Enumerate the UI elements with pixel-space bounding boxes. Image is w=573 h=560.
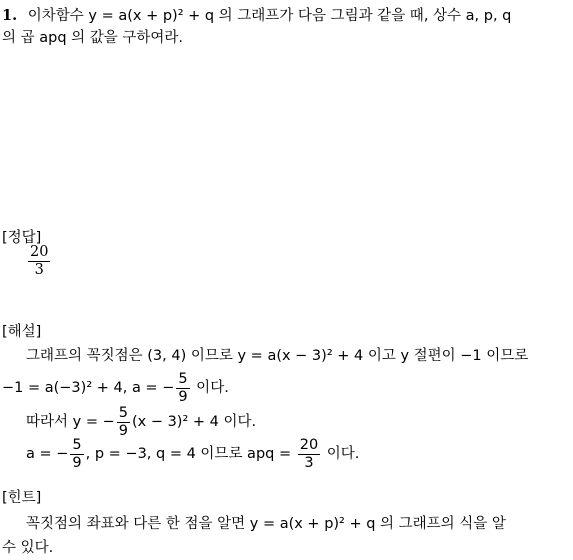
explanation-label: [해설] [2,324,42,340]
question-number: 1. [2,7,18,24]
explanation-line-1: 그래프의 꼭짓점은 (3, 4) 이므로 y = a(x − 3)² + 4 이고 y 절편이 −1 이므로 [26,348,529,364]
explanation-line-2-denominator: 9 [178,388,188,405]
explanation-line-3-tail: (x − 3)² + 4 이다. [131,414,257,430]
explanation-line-2 [2,370,229,406]
answer-numerator: 20 [30,244,49,260]
hint-line-1: 꼭짓점의 좌표와 다른 한 점을 알면 y = a(x + p)² + q 의 그래프의 식을 알 [26,516,506,532]
answer-fraction [28,244,50,279]
explanation-line-2-numerator: 5 [178,370,188,387]
explanation-line-4-a-denominator: 9 [72,454,82,471]
explanation-line-4-a: a = − [26,446,69,462]
explanation-line-4-result-numerator: 20 [299,436,319,453]
explanation-line-4-a-fraction [70,437,83,472]
explanation-line-4 [26,436,359,472]
hint-label: [힌트] [2,490,42,506]
hint-line-2: 수 있다. [2,540,54,556]
question-text-1: 이차함수 y = a(x + p)² + q 의 그래프가 다음 그림과 같을 때, 상수 a, p, q [27,8,512,24]
explanation-line-2-tail: 이다. [191,380,229,396]
explanation-line-4-mid: , p = −3, q = 4 이므로 apq = [85,446,296,462]
answer-label: [정답] [2,230,42,246]
explanation-line-3-text: 따라서 y = − [26,414,115,430]
question-line-1 [2,6,511,26]
answer-denominator: 3 [34,262,44,278]
answer-value [26,244,52,279]
explanation-line-2-text: −1 = a(−3)² + 4, a = − [2,380,175,396]
question-line-2 [2,28,183,48]
explanation-line-3-denominator: 9 [118,422,128,439]
explanation-line-4-tail: 이다. [322,446,360,462]
explanation-line-3-numerator: 5 [118,404,128,421]
explanation-line-4-a-numerator: 5 [72,436,82,453]
explanation-line-3-fraction [117,405,130,440]
explanation-line-4-result-denominator: 3 [304,454,314,471]
explanation-line-4-result-fraction [298,437,320,472]
explanation-line-2-fraction [176,371,189,406]
question-text-2: 의 곱 apq 의 값을 구하여라. [2,30,184,46]
explanation-line-3 [26,404,256,440]
